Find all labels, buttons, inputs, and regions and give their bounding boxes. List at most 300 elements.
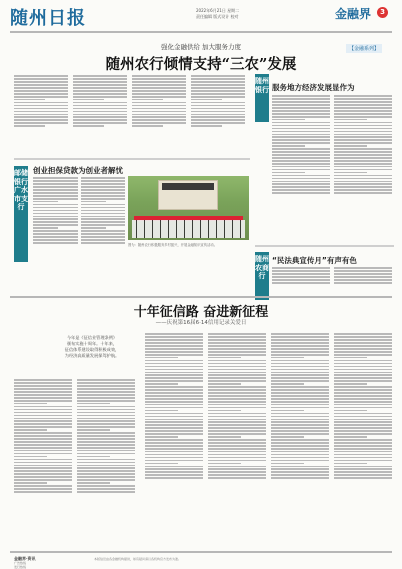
- text-line: [33, 210, 78, 212]
- text-line: [272, 98, 330, 100]
- text-line: [208, 404, 266, 406]
- text-line: [208, 351, 266, 353]
- text-line: [81, 216, 125, 218]
- text-line: [132, 111, 186, 113]
- text-line: [272, 131, 330, 133]
- text-line: [145, 436, 178, 438]
- text-line: [208, 398, 266, 400]
- text-line: [208, 457, 266, 459]
- text-line: [191, 105, 245, 107]
- text-line: [73, 125, 104, 127]
- filler: [334, 95, 394, 194]
- section-name: 金融界: [335, 7, 372, 21]
- text-line: [191, 78, 245, 80]
- text-line: [334, 369, 392, 371]
- text-line: [73, 96, 127, 98]
- text-line: [14, 111, 68, 113]
- text-line: [81, 233, 125, 235]
- text-line: [33, 227, 58, 229]
- text-line: [132, 114, 186, 116]
- text-line: [272, 122, 330, 124]
- text-line: [271, 466, 329, 468]
- text-line: [145, 474, 203, 476]
- text-line: [14, 491, 72, 493]
- text-line: [271, 407, 329, 409]
- text-line: [33, 239, 78, 241]
- text-line: [334, 186, 392, 188]
- text-line: [145, 421, 203, 423]
- text-line: [334, 421, 392, 423]
- text-line: [271, 401, 329, 403]
- text-line: [271, 342, 329, 344]
- text-line: [14, 379, 72, 381]
- text-line: [14, 453, 72, 455]
- text-line: [14, 485, 72, 487]
- text-line: [271, 439, 329, 441]
- text-line: [77, 470, 135, 472]
- text-line: [14, 415, 72, 417]
- text-line: [132, 90, 186, 92]
- bottom-body-col5: [271, 332, 331, 548]
- text-line: [145, 430, 203, 432]
- text-line: [77, 412, 135, 414]
- text-line: [33, 186, 78, 188]
- text-line: [208, 333, 266, 335]
- text-line: [334, 339, 392, 341]
- text-line: [132, 108, 186, 110]
- text-line: [208, 416, 266, 418]
- text-line: [132, 87, 186, 89]
- text-line: [272, 175, 330, 177]
- text-line: [77, 456, 110, 458]
- divider: [14, 158, 250, 160]
- text-line: [145, 445, 203, 447]
- text-line: [14, 412, 72, 414]
- text-line: [73, 99, 104, 101]
- text-line: [81, 180, 125, 182]
- text-line: [33, 230, 78, 232]
- page-number-badge: 3: [377, 7, 388, 18]
- text-line: [334, 457, 392, 459]
- text-line: [132, 119, 186, 121]
- text-line: [271, 436, 304, 438]
- text-line: [77, 488, 135, 490]
- text-line: [271, 383, 304, 385]
- text-line: [208, 451, 266, 453]
- text-line: [334, 377, 392, 379]
- text-line: [271, 404, 329, 406]
- filler: [81, 177, 126, 243]
- text-line: [334, 139, 392, 141]
- text-line: [272, 160, 330, 162]
- text-line: [33, 195, 78, 197]
- text-line: [14, 84, 68, 86]
- text-line: [145, 439, 203, 441]
- text-line: [208, 357, 241, 359]
- text-line: [272, 273, 330, 275]
- text-line: [81, 195, 125, 197]
- text-line: [334, 125, 392, 127]
- text-line: [191, 119, 245, 121]
- text-line: [271, 398, 329, 400]
- text-line: [271, 448, 329, 450]
- text-line: [334, 116, 392, 118]
- text-line: [272, 183, 330, 185]
- text-line: [191, 122, 245, 124]
- text-line: [145, 392, 203, 394]
- bottom-body-col3: [145, 332, 205, 548]
- text-line: [145, 410, 178, 412]
- text-line: [272, 267, 330, 269]
- text-line: [145, 477, 203, 479]
- right-mid-title: “民法典宣传月”有声有色: [272, 256, 357, 265]
- text-line: [77, 485, 135, 487]
- text-line: [14, 81, 68, 83]
- text-line: [272, 116, 330, 118]
- text-line: [334, 454, 392, 456]
- bottom-body-col1: [14, 378, 74, 548]
- text-line: [132, 122, 186, 124]
- text-line: [208, 448, 266, 450]
- text-line: [145, 377, 203, 379]
- text-line: [14, 479, 72, 481]
- text-line: [14, 426, 72, 428]
- text-line: [14, 385, 72, 387]
- text-line: [191, 99, 222, 101]
- text-line: [334, 166, 392, 168]
- right-mid-body-b: [334, 266, 394, 296]
- text-line: [33, 201, 58, 203]
- text-line: [132, 81, 186, 83]
- text-line: [77, 441, 135, 443]
- text-line: [271, 471, 329, 473]
- text-line: [208, 336, 266, 338]
- news-photo: [128, 176, 249, 240]
- text-line: [73, 84, 127, 86]
- text-line: [77, 476, 135, 478]
- text-line: [81, 230, 125, 232]
- text-line: [272, 110, 330, 112]
- text-line: [208, 419, 266, 421]
- text-line: [14, 400, 72, 402]
- left-mid-title: 创业担保贷款为创业者解忧: [33, 166, 123, 175]
- text-line: [145, 427, 203, 429]
- text-line: [334, 463, 367, 465]
- text-line: [334, 451, 392, 453]
- text-line: [208, 372, 266, 374]
- text-line: [334, 267, 392, 269]
- text-line: [208, 345, 266, 347]
- text-line: [77, 444, 135, 446]
- text-line: [14, 470, 72, 472]
- text-line: [14, 90, 68, 92]
- text-line: [14, 441, 72, 443]
- text-line: [81, 198, 125, 200]
- text-line: [334, 95, 392, 97]
- left-mid-body-b: [81, 176, 126, 276]
- text-line: [208, 433, 266, 435]
- side-bar-label-2: 邮储银行广水市支行: [14, 166, 28, 262]
- text-line: [271, 372, 329, 374]
- text-line: [191, 93, 245, 95]
- text-line: [334, 148, 392, 150]
- text-line: [191, 75, 245, 77]
- text-line: [81, 210, 125, 212]
- text-line: [33, 204, 78, 206]
- filler: [272, 95, 332, 194]
- text-line: [272, 169, 330, 171]
- text-line: [14, 397, 72, 399]
- text-line: [272, 157, 330, 159]
- text-line: [191, 111, 245, 113]
- filler: [145, 333, 205, 479]
- text-line: [334, 477, 392, 479]
- text-line: [191, 116, 245, 118]
- text-line: [271, 474, 329, 476]
- text-line: [77, 420, 135, 422]
- text-line: [334, 354, 392, 356]
- text-line: [14, 406, 72, 408]
- text-line: [334, 175, 392, 177]
- text-line: [271, 374, 329, 376]
- filler: [14, 75, 70, 127]
- text-line: [271, 416, 329, 418]
- text-line: [271, 363, 329, 365]
- text-line: [334, 374, 392, 376]
- text-line: [33, 180, 78, 182]
- text-line: [271, 460, 329, 462]
- text-line: [272, 279, 330, 281]
- bottom-story-subtitle: ——庆祝第16届6·14信用记录关爱日: [155, 320, 247, 326]
- text-line: [14, 420, 72, 422]
- text-line: [145, 442, 203, 444]
- text-line: [208, 401, 266, 403]
- text-line: [73, 87, 127, 89]
- text-line: [272, 270, 330, 272]
- text-line: [334, 160, 392, 162]
- text-line: [334, 119, 367, 121]
- text-line: [77, 482, 110, 484]
- text-line: [272, 142, 330, 144]
- text-line: [77, 394, 135, 396]
- text-line: [271, 366, 329, 368]
- text-line: [132, 84, 186, 86]
- text-line: [271, 354, 329, 356]
- filler: [191, 75, 247, 127]
- text-line: [145, 424, 203, 426]
- text-line: [14, 435, 72, 437]
- text-line: [334, 407, 392, 409]
- text-line: [334, 154, 392, 156]
- text-line: [271, 392, 329, 394]
- text-line: [14, 122, 68, 124]
- text-line: [272, 163, 330, 165]
- text-line: [208, 383, 241, 385]
- text-line: [145, 413, 203, 415]
- text-line: [272, 145, 305, 147]
- text-line: [145, 369, 203, 371]
- text-line: [334, 336, 392, 338]
- text-line: [334, 142, 392, 144]
- text-line: [271, 386, 329, 388]
- text-line: [334, 178, 392, 180]
- text-line: [14, 429, 47, 431]
- text-line: [33, 218, 78, 220]
- top-story-body-col3: [132, 74, 188, 154]
- text-line: [208, 342, 266, 344]
- text-line: [14, 444, 72, 446]
- text-line: [271, 433, 329, 435]
- text-line: [271, 427, 329, 429]
- newspaper-logo: 随州日报: [10, 8, 86, 29]
- text-line: [77, 438, 135, 440]
- text-line: [81, 227, 106, 229]
- filler: [14, 379, 74, 492]
- top-story-subhead: 强化金融供给 加大服务力度: [160, 43, 242, 51]
- filler: [271, 333, 331, 479]
- text-line: [334, 104, 392, 106]
- text-line: [208, 380, 266, 382]
- text-line: [14, 467, 72, 469]
- text-line: [334, 172, 367, 174]
- top-story-body-col4: [191, 74, 247, 154]
- text-line: [272, 282, 330, 284]
- text-line: [271, 410, 304, 412]
- text-line: [14, 482, 47, 484]
- text-line: [132, 105, 186, 107]
- text-line: [271, 351, 329, 353]
- text-line: [81, 201, 106, 203]
- text-line: [77, 435, 135, 437]
- text-line: [145, 433, 203, 435]
- text-line: [77, 406, 135, 408]
- text-line: [208, 427, 266, 429]
- text-line: [77, 397, 135, 399]
- text-line: [73, 105, 127, 107]
- filler: [77, 379, 137, 492]
- text-line: [73, 102, 127, 104]
- text-line: [145, 398, 203, 400]
- text-line: [334, 145, 367, 147]
- text-line: [33, 192, 78, 194]
- text-line: [334, 413, 392, 415]
- text-line: [73, 75, 127, 77]
- text-line: [334, 366, 392, 368]
- text-line: [208, 460, 266, 462]
- text-line: [334, 372, 392, 374]
- text-line: [191, 87, 245, 89]
- text-line: [145, 345, 203, 347]
- text-line: [77, 432, 135, 434]
- text-line: [14, 447, 72, 449]
- photo-caption: 图为：随州农行积极服务乡村振兴，开展金融知识宣传活动。: [128, 243, 218, 247]
- text-line: [77, 391, 135, 393]
- text-line: [14, 119, 68, 121]
- bottom-story-title: 十年征信路 奋进新征程: [133, 305, 269, 320]
- text-line: [334, 363, 392, 365]
- text-line: [208, 366, 266, 368]
- text-line: [145, 336, 203, 338]
- text-line: [77, 426, 135, 428]
- text-line: [145, 357, 178, 359]
- divider: [10, 296, 392, 298]
- text-line: [272, 95, 330, 97]
- text-line: [191, 108, 245, 110]
- text-line: [132, 96, 186, 98]
- text-line: [145, 383, 178, 385]
- text-line: [272, 178, 330, 180]
- text-line: [145, 471, 203, 473]
- text-line: [334, 107, 392, 109]
- filler: [73, 75, 129, 127]
- text-line: [208, 407, 266, 409]
- text-line: [208, 474, 266, 476]
- filler: [208, 333, 268, 479]
- text-line: [208, 374, 266, 376]
- text-line: [14, 459, 72, 461]
- text-line: [33, 224, 78, 226]
- text-line: [334, 442, 392, 444]
- text-line: [14, 78, 68, 80]
- text-line: [334, 122, 392, 124]
- text-line: [272, 148, 330, 150]
- text-line: [208, 436, 241, 438]
- text-line: [77, 415, 135, 417]
- text-line: [334, 410, 367, 412]
- text-line: [77, 385, 135, 387]
- text-line: [334, 342, 392, 344]
- text-line: [208, 471, 266, 473]
- text-line: [145, 360, 203, 362]
- text-line: [145, 419, 203, 421]
- text-line: [334, 110, 392, 112]
- right-top-body-b: [334, 94, 394, 242]
- text-line: [14, 102, 68, 104]
- text-line: [334, 474, 392, 476]
- text-line: [73, 116, 127, 118]
- text-line: [334, 395, 392, 397]
- text-line: [334, 433, 392, 435]
- text-line: [14, 125, 45, 127]
- text-line: [334, 134, 392, 136]
- text-line: [272, 186, 330, 188]
- text-line: [271, 413, 329, 415]
- filler: [334, 267, 394, 283]
- text-line: [145, 386, 203, 388]
- text-line: [272, 181, 330, 183]
- text-line: [334, 282, 392, 284]
- text-line: [145, 416, 203, 418]
- text-line: [33, 177, 78, 179]
- text-line: [271, 345, 329, 347]
- text-line: [272, 101, 330, 103]
- issue-date: 2022年6月21日 星期二: [196, 8, 240, 13]
- text-line: [14, 450, 72, 452]
- text-line: [191, 114, 245, 116]
- masthead-rule: [10, 31, 392, 33]
- text-line: [334, 131, 392, 133]
- text-line: [334, 424, 392, 426]
- text-line: [334, 189, 392, 191]
- text-line: [77, 491, 135, 493]
- text-line: [81, 183, 125, 185]
- text-line: [145, 333, 203, 335]
- text-line: [191, 125, 222, 127]
- text-line: [334, 360, 392, 362]
- text-line: [334, 163, 392, 165]
- text-line: [272, 104, 330, 106]
- text-line: [334, 383, 367, 385]
